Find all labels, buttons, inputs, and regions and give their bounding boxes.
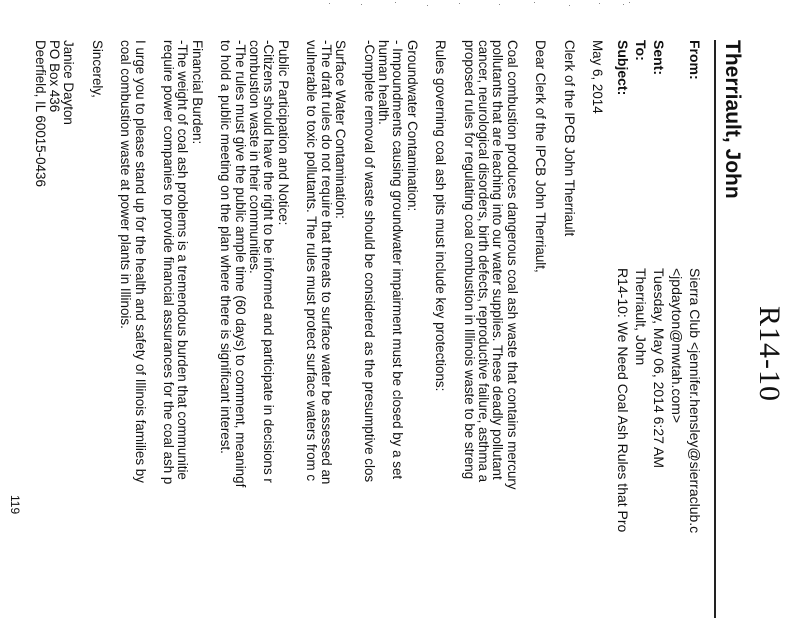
header-row-from — [686, 40, 704, 533]
header-value-from: Sierra Club <jennifer.hensley@sierraclub.c — [687, 268, 703, 534]
header-row-from-cont — [668, 40, 686, 533]
header-label-subject: Subject: — [615, 40, 631, 96]
paragraph-line: Groundwater Contamination: — [404, 40, 420, 212]
paragraph-line: human health. — [375, 40, 391, 125]
scan-speck — [361, 4, 362, 5]
scan-speck — [534, 2, 535, 3]
date-line: May 6, 2014 — [590, 40, 605, 114]
paragraph-groundwater — [361, 40, 419, 490]
paragraph-line: - Impoundments causing groundwater impairment must be closed by a set — [390, 40, 406, 480]
signature-block — [32, 40, 75, 490]
scan-speck — [459, 3, 460, 4]
paragraph-line: -The weight of coal ash problems is a tremendous burden that communitie — [175, 40, 191, 480]
paragraph-line: -The rules must give the public ample time (60 days) to comment, meaningf — [232, 40, 248, 488]
scan-speck — [395, 2, 396, 3]
signature-city: Deerfield, IL 60015-0436 — [32, 40, 48, 187]
paragraph-public-participation — [218, 40, 290, 490]
paragraph-line: vulnerable to toxic pollutants. The rules must protect surface waters from c — [304, 40, 320, 482]
paragraph-closing-appeal — [118, 40, 147, 490]
header-row-subject — [614, 40, 632, 533]
salutation: Dear Clerk of the IPCB John Therriault, — [533, 40, 549, 273]
scan-speck — [427, 5, 428, 6]
paragraph-line: combustion waste in their communities. — [247, 40, 263, 274]
paragraph-line: Surface Water Contamination: — [333, 40, 349, 219]
letter-body — [32, 40, 604, 490]
header-row-to — [632, 40, 650, 533]
paragraph-financial-burden — [161, 40, 204, 490]
email-header — [614, 40, 704, 533]
paragraph-line: to hold a public meeting on the plan where there is significant interest. — [218, 40, 234, 454]
header-value-sent: Tuesday, May 06, 2014 6:27 AM — [651, 268, 667, 469]
paragraph-line: I urge you to please stand up for the health and safety of Illinois families by — [132, 40, 148, 483]
scan-speck — [623, 4, 624, 5]
scan-speck — [499, 4, 500, 5]
signature-address: PO Box 436 — [47, 40, 63, 113]
sender-name: Therriault, John — [721, 40, 744, 199]
header-label-to: To: — [633, 40, 649, 61]
paragraph-line: -Citizens should have the right to be informed and participate in decisions r — [261, 40, 277, 483]
paragraph-line: coal combustion waste at power plants in Illinois. — [118, 40, 134, 329]
closing: Sincerely, — [89, 40, 105, 98]
paragraph-line: proposed rules for regulating coal combustion in Illinois waste to be streng — [461, 40, 477, 480]
paragraph-intro — [461, 40, 519, 490]
paragraph-line: -The draft rules do not require that threats to surface water be assessed an — [318, 40, 334, 485]
header-value-subject: R14-10: We Need Coal Ash Rules that Pro — [615, 268, 631, 533]
header-label-sent: Sent: — [651, 40, 667, 75]
header-rule — [714, 40, 716, 618]
scan-speck — [329, 3, 330, 4]
signature-name: Janice Dayton — [61, 40, 77, 125]
scan-speck — [599, 3, 600, 4]
paragraph-line: Financial Burden: — [189, 40, 205, 145]
paragraph-line: cancer, neurological disorders, birth defects, reproductive failure, asthma a — [475, 40, 491, 483]
paragraph-surface-water — [304, 40, 347, 490]
paragraph-line: Public Participation and Notice: — [275, 40, 291, 226]
page-number: 119 — [8, 495, 22, 515]
header-row-sent — [650, 40, 668, 533]
paragraph-line: Rules governing coal ash pits must include key protections: — [433, 40, 449, 392]
header-value-from-cont: <jpdayton@mwtah.com> — [669, 268, 685, 424]
scan-speck — [629, 2, 630, 3]
paragraph-line: pollutants that are leaching into our water supplies. These deadly pollutant — [490, 40, 506, 480]
paragraph-line: require power companies to provide financial assurances for the coal ash p — [161, 40, 177, 485]
header-label-from: From: — [687, 40, 703, 80]
recipient-line: Clerk of the IPCB John Therriault — [561, 40, 577, 237]
paragraph-protections — [433, 40, 447, 490]
document-id: R14-10 — [753, 306, 786, 402]
header-value-to: Therriault, John — [633, 268, 649, 366]
scan-speck — [569, 5, 570, 6]
paragraph-line: -Complete removal of waste should be considered as the presumptive clos — [361, 40, 377, 483]
header-label-blank — [668, 40, 686, 133]
paragraph-line: Coal combustion produces dangerous coal ash waste that contains mercury — [504, 40, 520, 490]
